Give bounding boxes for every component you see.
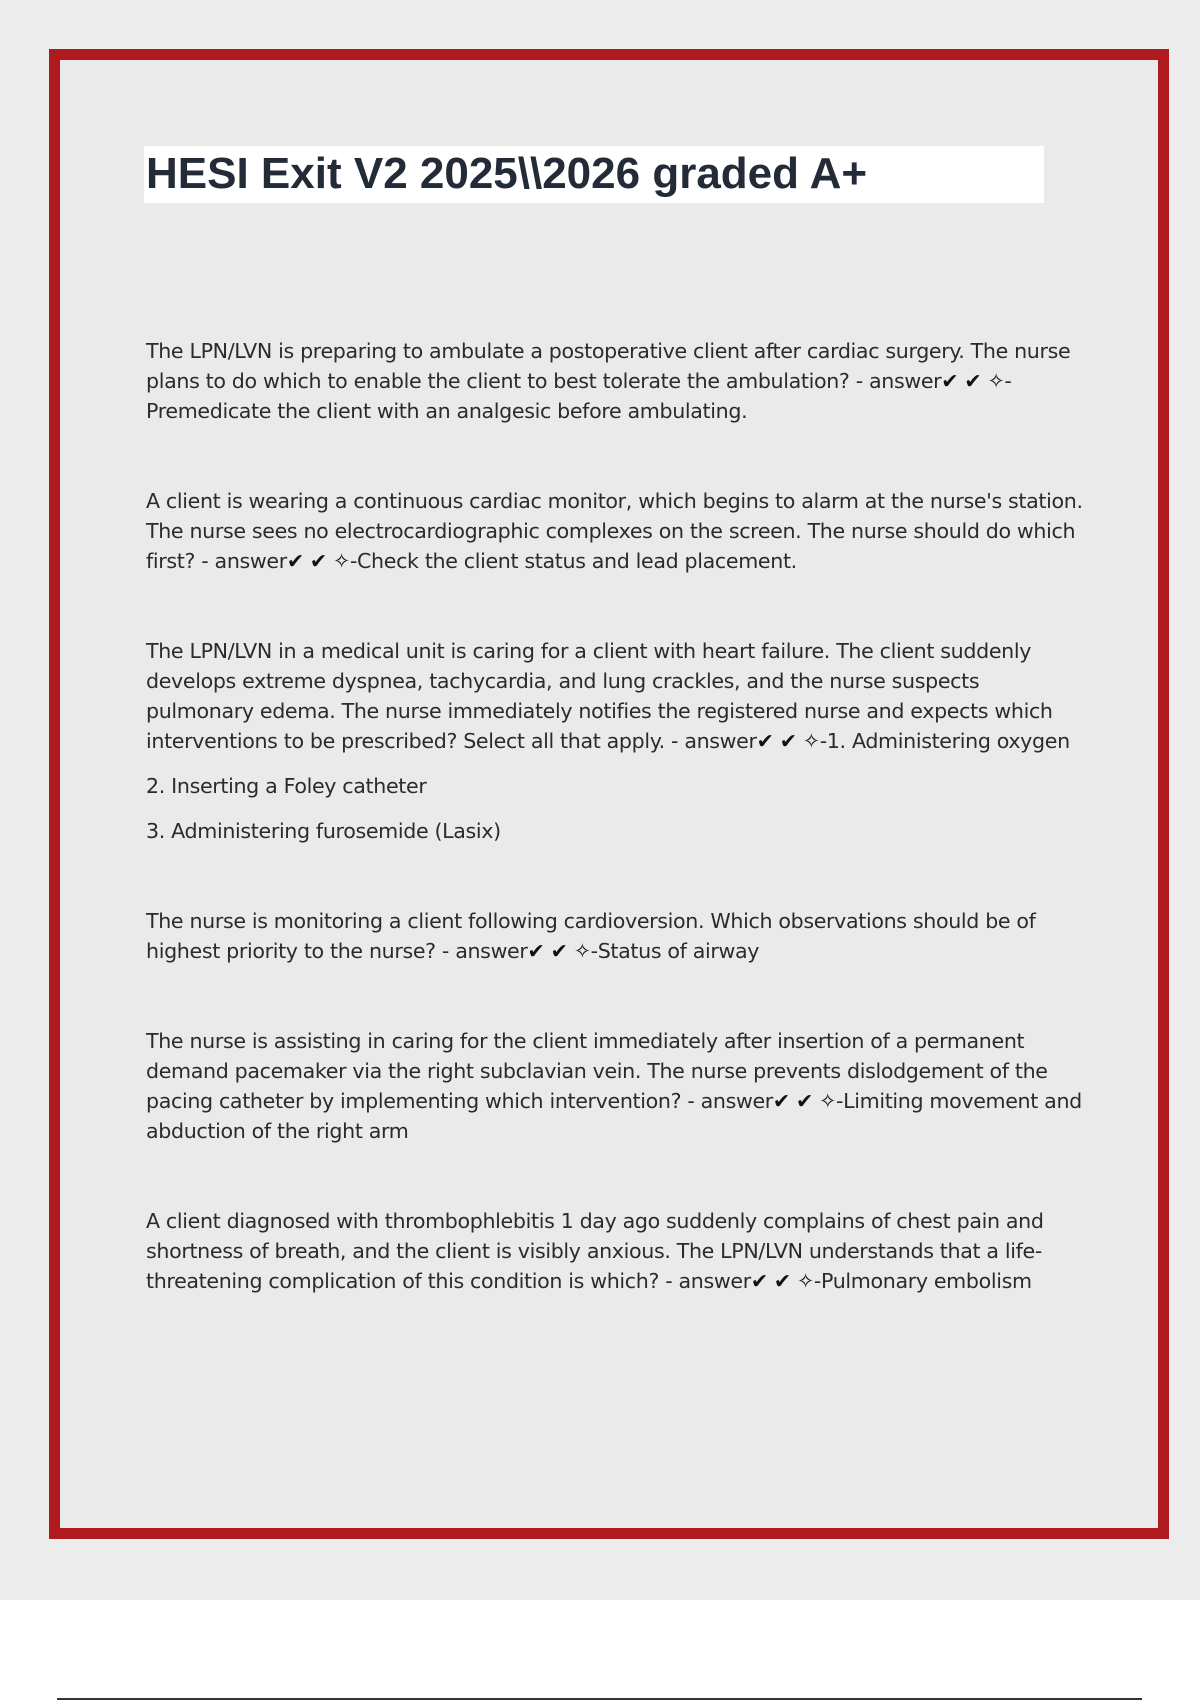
question-answer: -Premedicate the client with an analgesic before ambulating. <box>146 369 1012 423</box>
answer-list-item: 3. Administering furosemide (Lasix) <box>146 819 501 843</box>
question-answer: -1. Administering oxygen <box>819 729 1070 753</box>
question-text <box>146 636 1090 756</box>
check-check-star-icon: ✔ ✔ ✧ <box>527 939 591 963</box>
question-prompt: The LPN/LVN is preparing to ambulate a postoperative client after cardiac surgery. The nurse plans to do which to enable the client to best tolerate the ambulation? - answer <box>146 339 1071 393</box>
document-body <box>146 336 1090 1356</box>
question-text <box>146 486 1090 576</box>
question-text <box>146 336 1090 426</box>
question-answer: -Pulmonary embolism <box>813 1269 1032 1293</box>
question-answer: -Check the client status and lead placement. <box>349 549 797 573</box>
question-item <box>146 486 1090 576</box>
question-prompt: The LPN/LVN in a medical unit is caring for a client with heart failure. The client suddenly develops extreme dyspnea, tachycardia, and lung crackles, and the nurse suspects pulmonary edema. The nurse immediately notifies the registered nurse and expects which interventions to be prescribed? Select all that apply. - answer <box>146 639 1053 753</box>
question-answer: -Limiting movement and abduction of the right arm <box>146 1089 1082 1143</box>
check-check-star-icon: ✔ ✔ ✧ <box>756 729 820 753</box>
check-check-star-icon: ✔ ✔ ✧ <box>772 1089 837 1113</box>
check-check-star-icon: ✔ ✔ ✧ <box>286 549 350 573</box>
question-text <box>146 1026 1090 1146</box>
question-item <box>146 906 1090 966</box>
question-text <box>146 906 1090 966</box>
answer-list-item: 2. Inserting a Foley catheter <box>146 774 427 798</box>
check-check-star-icon: ✔ ✔ ✧ <box>941 369 1005 393</box>
question-item <box>146 1026 1090 1146</box>
question-answer: -Status of airway <box>590 939 760 963</box>
document-title: HESI Exit V2 2025\\2026 graded A+ <box>146 149 868 198</box>
question-item <box>146 1206 1090 1296</box>
question-prompt: The nurse is monitoring a client following cardioversion. Which observations should be of highest priority to the nurse? - answer <box>146 909 1036 963</box>
question-item <box>146 336 1090 426</box>
question-prompt: A client diagnosed with thrombophlebitis 1 day ago suddenly complains of chest pain and shortness of breath, and the client is visibly anxious. The LPN/LVN understands that a life-threatening complication of this condition is which? - answer <box>146 1209 1044 1293</box>
question-item <box>146 636 1090 846</box>
question-prompt: The nurse is assisting in caring for the client immediately after insertion of a permanent demand pacemaker via the right subclavian vein. The nurse prevents dislodgement of the pacing catheter by implementing which intervention? - answer <box>146 1029 1048 1113</box>
check-check-star-icon: ✔ ✔ ✧ <box>750 1269 814 1293</box>
question-text <box>146 1206 1090 1296</box>
question-prompt: A client is wearing a continuous cardiac monitor, which begins to alarm at the nurse's station. The nurse sees no electrocardiographic complexes on the screen. The nurse should do which first? - answer <box>146 489 1083 573</box>
